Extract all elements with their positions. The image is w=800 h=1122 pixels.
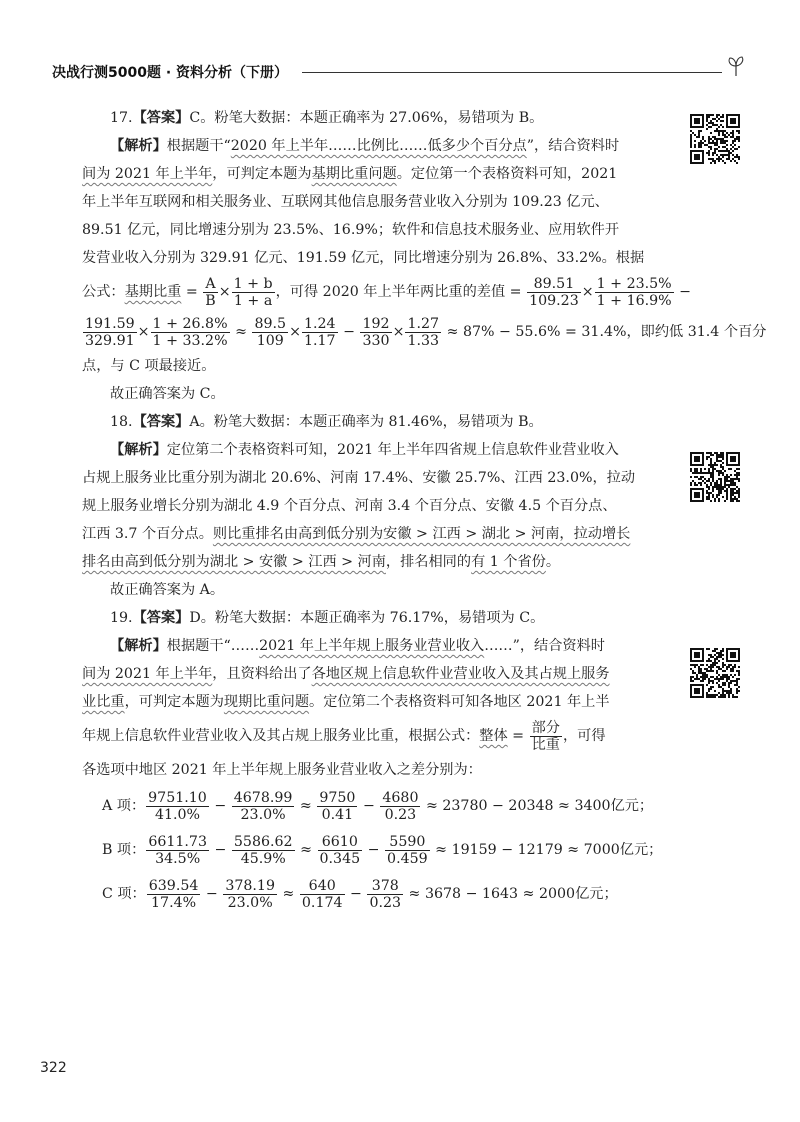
fraction bbox=[151, 316, 230, 349]
numerator: 378.19 bbox=[225, 877, 275, 894]
qr-code-icon[interactable] bbox=[690, 648, 740, 698]
text: ，可得 bbox=[562, 728, 606, 744]
fraction bbox=[223, 878, 277, 911]
text: ，可判定本题为 bbox=[212, 166, 312, 182]
answer-text: C。粉笔大数据：本题正确率为 27.06%，易错项为 B。 bbox=[189, 110, 544, 126]
key-phrase: 各地区规上信息软件业营业收入及其占规上服务 bbox=[311, 666, 610, 682]
q17-answer-line bbox=[82, 104, 667, 132]
q18-analysis-line bbox=[82, 436, 667, 464]
q17-analysis-line bbox=[82, 160, 667, 188]
text: × bbox=[289, 324, 301, 340]
text: − bbox=[363, 842, 385, 858]
text: = bbox=[507, 728, 529, 744]
denominator: 1 + 16.9% bbox=[596, 292, 672, 309]
denominator: 23.0% bbox=[227, 894, 273, 911]
text: ，可判定本题为 bbox=[124, 694, 224, 710]
key-phrase: 间为 2021 年上半年 bbox=[82, 666, 213, 682]
fraction bbox=[385, 834, 430, 867]
q19-option-c bbox=[82, 872, 667, 916]
q17-conclusion: 故正确答案为 C。 bbox=[110, 386, 225, 402]
text: 。定位第二个表格资料可知各地区 2021 年上半 bbox=[309, 694, 610, 710]
option-label: A 项： bbox=[102, 798, 146, 814]
q17-formula-line bbox=[82, 312, 767, 352]
option-label: B 项： bbox=[102, 842, 146, 858]
answer-tag: 【答案】 bbox=[132, 414, 190, 430]
denominator: 1.33 bbox=[407, 332, 440, 349]
numerator: 1.24 bbox=[303, 315, 336, 332]
q17-analysis-line: 发营业收入分别为 329.91 亿元、191.59 亿元，同比增速分别为 26.8%、33.2%。根据 bbox=[82, 250, 645, 266]
numerator: A bbox=[203, 276, 217, 293]
q18-analysis-line bbox=[82, 548, 667, 576]
denominator: 1.17 bbox=[303, 332, 336, 349]
fraction bbox=[302, 316, 338, 349]
denominator: 0.459 bbox=[387, 850, 428, 867]
text: 公式： bbox=[82, 284, 125, 300]
question-number: 19. bbox=[110, 610, 133, 626]
text: ……”，结合资料时 bbox=[484, 638, 605, 654]
text: ≈ bbox=[277, 886, 299, 902]
key-phrase: 间为 2021 年上半年 bbox=[82, 166, 213, 182]
fraction bbox=[203, 276, 217, 309]
denominator: 34.5% bbox=[155, 850, 201, 867]
header-rule bbox=[302, 72, 722, 73]
answer-text: A。粉笔大数据：本题正确率为 81.46%，易错项为 B。 bbox=[189, 414, 543, 430]
numerator: 6611.73 bbox=[148, 833, 207, 850]
solution-content bbox=[82, 104, 767, 916]
text: − bbox=[674, 284, 692, 300]
denominator: 45.9% bbox=[240, 850, 286, 867]
text: − bbox=[209, 842, 231, 858]
denominator: 比重 bbox=[531, 736, 560, 753]
numerator: 9750 bbox=[319, 789, 356, 806]
text: × bbox=[218, 284, 231, 300]
numerator: 1 + 26.8% bbox=[152, 315, 228, 332]
fraction bbox=[360, 316, 391, 349]
q18-analysis-line: 占规上服务业比重分别为湖北 20.6%、河南 17.4%、安徽 25.7%、江西 23.0%，拉动 bbox=[82, 470, 636, 486]
text: ≈ bbox=[295, 798, 317, 814]
fraction bbox=[367, 878, 403, 911]
fraction bbox=[317, 790, 357, 823]
key-phrase: 基期比重 bbox=[124, 284, 182, 300]
numerator: 5590 bbox=[385, 834, 430, 851]
header-title: 决战行测5000题 · 资料分析（下册） bbox=[52, 65, 289, 81]
analysis-tag: 【解析】 bbox=[110, 442, 167, 458]
fraction bbox=[83, 316, 137, 349]
denominator: 41.0% bbox=[154, 806, 201, 823]
numerator: 部分 bbox=[531, 719, 560, 736]
denominator: 0.23 bbox=[369, 894, 402, 911]
numerator: 4678.99 bbox=[233, 789, 293, 806]
question-number: 18. bbox=[110, 414, 133, 430]
fraction bbox=[595, 276, 674, 309]
denominator: 1 + a bbox=[233, 292, 273, 309]
q17-analysis-line bbox=[82, 132, 667, 160]
text: ≈ 23780 − 20348 ≈ 3400亿元； bbox=[421, 798, 654, 814]
fraction bbox=[146, 834, 209, 867]
text: 江西 3.7 个百分点。 bbox=[82, 526, 213, 542]
key-phrase: 排名由高到低分别为湖北 > 安徽 > 江西 > 河南 bbox=[82, 554, 386, 570]
q19-formula-line bbox=[82, 716, 667, 756]
numerator: 1 + b bbox=[233, 275, 273, 292]
q18-analysis-line bbox=[82, 520, 667, 548]
q17-analysis-line: 点，与 C 项最接近。 bbox=[82, 358, 216, 374]
text: ≈ 87% − 55.6% = 31.4%，即约低 31.4 个百分 bbox=[442, 324, 767, 340]
fraction bbox=[232, 834, 295, 867]
q19-analysis-line bbox=[82, 688, 667, 716]
text: − bbox=[345, 886, 367, 902]
sprout-leaf-icon bbox=[724, 54, 748, 78]
q17-analysis-line: 89.51 亿元，同比增速分别为 23.5%、16.9%；软件和信息技术服务业、应用软件开 bbox=[82, 222, 620, 238]
text: ≈ bbox=[230, 324, 252, 340]
text: − bbox=[201, 886, 223, 902]
text: 定位第二个表格资料可知，2021 年上半年四省规上信息软件业营业收入 bbox=[166, 442, 619, 458]
answer-tag: 【答案】 bbox=[132, 110, 190, 126]
numerator: 9751.10 bbox=[148, 789, 207, 806]
fraction bbox=[405, 316, 441, 349]
page-number: 322 bbox=[40, 1060, 67, 1076]
fraction bbox=[252, 316, 288, 349]
q19-analysis-line: 各选项中地区 2021 年上半年规上服务业营业收入之差分别为： bbox=[82, 762, 482, 778]
q17-analysis-line: 年上半年互联网和相关服务业、互联网其他信息服务营业收入分别为 109.23 亿元、 bbox=[82, 194, 609, 210]
denominator: 0.345 bbox=[319, 850, 361, 867]
answer-text: D。粉笔大数据：本题正确率为 76.17%，易错项为 C。 bbox=[189, 610, 545, 626]
text: × bbox=[581, 284, 594, 300]
fraction bbox=[530, 720, 562, 753]
numerator: 1 + 23.5% bbox=[596, 275, 672, 292]
question-number: 17. bbox=[110, 110, 133, 126]
denominator: 330 bbox=[362, 332, 390, 349]
text: − bbox=[358, 798, 380, 814]
fraction bbox=[146, 790, 209, 823]
numerator: 192 bbox=[362, 315, 390, 332]
text: ，且资料给出了 bbox=[212, 666, 312, 682]
q19-analysis-line bbox=[82, 632, 667, 660]
text: 根据题干“…… bbox=[166, 638, 260, 654]
denominator: 109 bbox=[256, 332, 284, 349]
key-phrase: 整体 bbox=[479, 728, 508, 744]
text: ，可得 2020 年上半年两比重的差值 = bbox=[275, 284, 527, 300]
numerator: 378 bbox=[367, 878, 403, 895]
text: ≈ 19159 − 12179 ≈ 7000亿元； bbox=[430, 842, 663, 858]
text: 根据题干“ bbox=[166, 138, 231, 154]
q19-analysis-line bbox=[82, 660, 667, 688]
text: ≈ 3678 − 1643 ≈ 2000亿元； bbox=[404, 886, 618, 902]
fraction bbox=[232, 790, 295, 823]
denominator: 329.91 bbox=[85, 332, 135, 349]
q19-answer-line bbox=[82, 604, 667, 632]
key-phrase: 则比重排名由高到低分别为安徽 > 江西 > 湖北 > 河南，拉动增长 bbox=[212, 526, 631, 542]
fraction bbox=[300, 878, 345, 911]
key-phrase: 业比重 bbox=[82, 694, 125, 710]
numerator: 640 bbox=[300, 878, 345, 895]
numerator: 89.51 bbox=[527, 276, 581, 293]
numerator: 191.59 bbox=[85, 315, 135, 332]
key-phrase: 有 1 个省份 bbox=[471, 554, 546, 570]
denominator: 109.23 bbox=[529, 292, 579, 309]
text: 年规上信息软件业营业收入及其占规上服务业比重，根据公式： bbox=[82, 728, 480, 744]
text: = bbox=[181, 284, 203, 300]
analysis-tag: 【解析】 bbox=[110, 138, 167, 154]
text: − bbox=[209, 798, 231, 814]
key-phrase: 现期比重问题 bbox=[223, 694, 310, 710]
numerator: 89.5 bbox=[254, 315, 287, 332]
q17-formula-line bbox=[82, 272, 692, 312]
q19-option-b bbox=[82, 828, 667, 872]
denominator: 0.41 bbox=[321, 806, 354, 823]
text: − bbox=[338, 324, 360, 340]
numerator: 639.54 bbox=[148, 877, 199, 894]
numerator: 5586.62 bbox=[233, 833, 293, 850]
text: 。定位第一个表格资料可知，2021 bbox=[396, 166, 618, 182]
denominator: 0.174 bbox=[301, 894, 343, 911]
answer-tag: 【答案】 bbox=[132, 610, 190, 626]
q18-conclusion: 故正确答案为 A。 bbox=[110, 582, 225, 598]
text: ”，结合资料时 bbox=[526, 138, 620, 154]
page-header bbox=[52, 62, 742, 82]
qr-code-icon[interactable] bbox=[690, 114, 740, 164]
key-phrase: 2021 年上半年规上服务业营业收入 bbox=[259, 638, 485, 654]
numerator: 6610 bbox=[318, 834, 363, 851]
q19-option-a bbox=[82, 784, 667, 828]
numerator: 1.27 bbox=[407, 315, 440, 332]
denominator: B bbox=[205, 292, 216, 309]
key-phrase: 基期比重问题 bbox=[311, 166, 397, 182]
fraction bbox=[232, 276, 275, 309]
denominator: 17.4% bbox=[151, 894, 197, 911]
option-label: C 项： bbox=[102, 886, 146, 902]
q18-analysis-line: 规上服务业增长分别为湖北 4.9 个百分点、河南 3.4 个百分点、安徽 4.5 个百分点、 bbox=[82, 498, 617, 514]
numerator: 4680 bbox=[382, 789, 419, 806]
fraction bbox=[380, 790, 420, 823]
text: × bbox=[137, 324, 150, 340]
qr-code-icon[interactable] bbox=[690, 452, 740, 502]
denominator: 0.23 bbox=[384, 806, 417, 823]
analysis-tag: 【解析】 bbox=[110, 638, 167, 654]
denominator: 1 + 33.2% bbox=[152, 332, 228, 349]
text: ≈ bbox=[295, 842, 317, 858]
text: × bbox=[392, 324, 405, 340]
text: ，排名相同的 bbox=[385, 554, 472, 570]
fraction bbox=[147, 878, 201, 911]
q18-answer-line bbox=[82, 408, 667, 436]
text: 。 bbox=[545, 554, 561, 570]
fraction bbox=[527, 276, 581, 309]
fraction bbox=[318, 834, 363, 867]
denominator: 23.0% bbox=[240, 806, 286, 823]
key-phrase: 2020 年上半年……比例比……低多少个百分点 bbox=[230, 138, 527, 154]
